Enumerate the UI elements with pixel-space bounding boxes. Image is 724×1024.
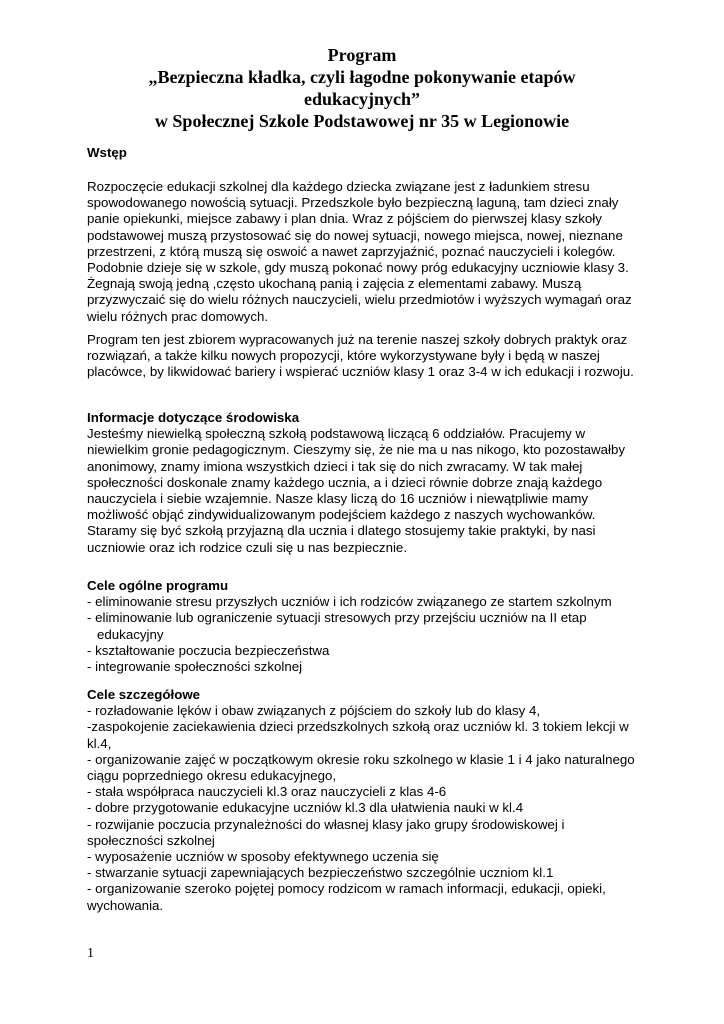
intro-paragraph-1 (87, 179, 647, 325)
general-goals-heading: Cele ogólne programu (87, 578, 229, 593)
list-item: - kształtowanie poczucia bezpieczeństwa (87, 642, 330, 658)
title-line-3: edukacyjnych” (303, 89, 420, 109)
title-line-1: Program (327, 45, 397, 65)
title-line-4: w Społecznej Szkole Podstawowej nr 35 w Legionowie (154, 111, 570, 131)
text-line: Jesteśmy niewielką społeczną szkołą podstawową liczącą 6 oddziałów. Pracujemy w (87, 426, 586, 442)
list-item: - dobre przygotowanie edukacyjne uczniów kl.3 dla ułatwienia nauki w kl.4 (87, 800, 524, 816)
text-line: wielu różnych prac domowych. (87, 308, 269, 324)
intro-paragraph-2 (87, 332, 647, 381)
text-line: Podobnie dzieje się w szkole, gdy muszą pokonać nowy próg edukacyjny uczniowie klasy 3. (87, 260, 629, 276)
text-line: Żegnają swoją jedną ,często ukochaną panią i zajęcia z elementami zabawy. Muszą (87, 276, 582, 292)
text-line: uczniowie oraz ich rodzice czuli się u nas bezpiecznie. (87, 539, 408, 555)
text-line: Staramy się być szkołą przyjazną dla ucznia i dlatego stosujemy takie praktyki, by nasi (87, 523, 596, 539)
text-line: rozwiązań, a także kilku nowych propozycji, które wykorzystywane były i będą w naszej (87, 348, 600, 364)
list-item: - rozładowanie lęków i obaw związanych z pójściem do szkoły lub do klasy 4, (87, 703, 541, 719)
text-line: nauczyciela i siebie wzajemnie. Nasze klasy liczą do 16 uczniów i niewątpliwie mamy (87, 491, 589, 507)
text-line: podstawowej muszą przystosować się do nowej sytuacji, nowego miejsca, nowej, nieznane (87, 227, 623, 243)
list-item: - eliminowanie stresu przyszłych uczniów i ich rodziców związanego ze startem szkolnym (87, 594, 612, 610)
title-line-2: „Bezpieczna kładka, czyli łagodne pokonywanie etapów (148, 67, 576, 87)
intro-heading: Wstęp (87, 145, 127, 160)
list-item: - stwarzanie sytuacji zapewniających bezpieczeństwo szczególnie uczniom kl.1 (87, 865, 554, 881)
text-line: spowodowanego nowością sytuacji. Przedszkole było bezpieczną laguną, tam dzieci znały (87, 195, 619, 211)
text-line: społeczności doskonale znamy każdego ucznia, a i dzieci równie dobrze znają każdego (87, 474, 603, 490)
list-item-continuation: ciągu poprzedniego okresu edukacyjnego, (87, 768, 337, 784)
list-item: - organizowanie zajęć w początkowym okresie roku szkolnego w klasie 1 i 4 jako naturalnego (87, 751, 635, 767)
list-item: - wyposażenie uczniów w sposoby efektywnego uczenia się (87, 849, 439, 865)
environment-section (87, 410, 647, 556)
environment-heading: Informacje dotyczące środowiska (87, 410, 300, 425)
text-line: anonimowy, znamy imiona wszystkich dzieci i tak się do nich zwracamy. W tak małej (87, 458, 583, 474)
text-line: przyzwyczaić się do wielu różnych nauczycieli, wielu przedmiotów i wyższych wymagań oraz (87, 292, 632, 308)
list-item-continuation: kl.4, (87, 735, 112, 751)
text-line: niewielkim gronie pedagogicznym. Cieszymy się, że nie ma u nas nikogo, kto pozostawałby (87, 442, 626, 458)
text-line: możliwość objąć zindywidualizowanym podejściem każdego z naszych wychowanków. (87, 507, 596, 523)
text-line: placówce, by likwidować bariery i wspierać uczniów klasy 1 oraz 3-4 w ich edukacji i rozwoju. (87, 364, 634, 380)
page-number: 1 (87, 946, 94, 961)
list-item: - organizowanie szeroko pojętej pomocy rodzicom w ramach informacji, edukacji, opieki, (87, 881, 606, 897)
list-item: - stała współpraca nauczycieli kl.3 oraz nauczycieli z klas 4-6 (87, 784, 447, 800)
detailed-goals-section (87, 687, 647, 914)
list-item-continuation: wychowania. (87, 897, 164, 913)
text-line: Program ten jest zbiorem wypracowanych już na terenie naszej szkoły dobrych praktyk oraz (87, 332, 628, 347)
list-item-continuation: społeczności szkolnej (87, 832, 215, 848)
detailed-goals-heading: Cele szczegółowe (87, 687, 201, 702)
text-line: przestrzeni, z którą muszą się oswoić a nawet zaprzyjaźnić, poznać nauczycieli i kolegów. (87, 243, 616, 259)
list-item: -zaspokojenie zaciekawienia dzieci przedszkolnych szkołą oraz uczniów kl. 3 tokiem lekcji w (87, 719, 629, 735)
general-goals-section (87, 578, 647, 675)
document-title (60, 44, 664, 132)
text-line: Rozpoczęcie edukacji szkolnej dla każdego dziecka związane jest z ładunkiem stresu (87, 179, 590, 194)
list-item-continuation: edukacyjny (97, 626, 164, 642)
list-item: - rozwijanie poczucia przynależności do własnej klasy jako grupy środowiskowej i (87, 816, 565, 832)
list-item: - eliminowanie lub ograniczenie sytuacji stresowych przy przejściu uczniów na II etap (87, 610, 587, 626)
text-line: panie opiekunki, miejsce zabawy i plan dnia. Wraz z pójściem do pierwszej klasy szkoły (87, 211, 602, 227)
list-item: - integrowanie społeczności szkolnej (87, 659, 303, 675)
